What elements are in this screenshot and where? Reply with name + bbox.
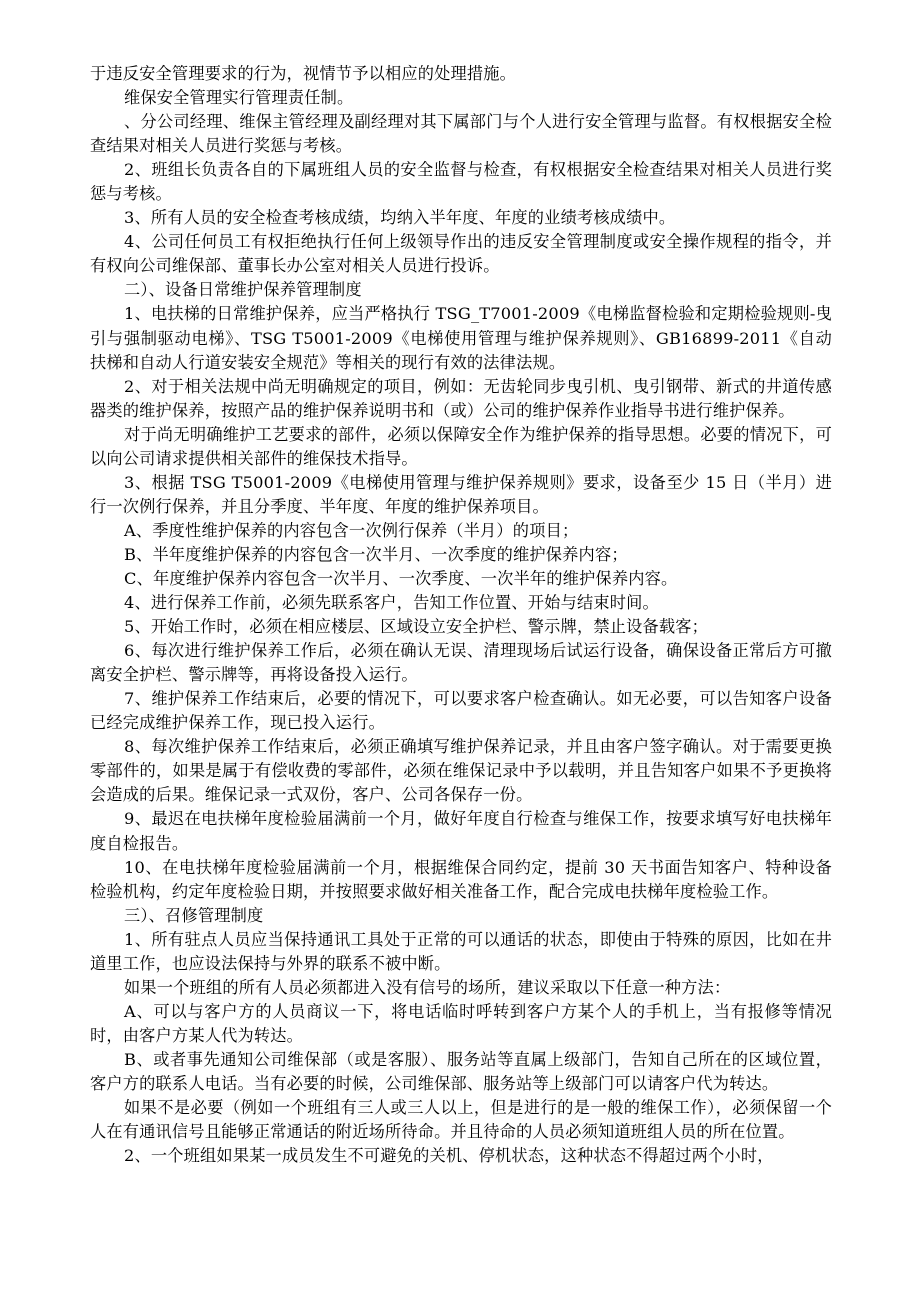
document-paragraph: 如果一个班组的所有人员必须都进入没有信号的场所，建议采取以下任意一种方法： [124, 977, 731, 997]
document-paragraph: 、分公司经理、维保主管经理及副经理对其下属部门与个人进行安全管理与监督。有权根据安全检查结果对相关人员进行奖惩与考核。 [90, 112, 832, 156]
document-paragraph: 2、一个班组如果某一成员发生不可避免的关机、停机状态，这种状态不得超过两个小时， [124, 1146, 774, 1166]
document-paragraph: 7、维护保养工作结束后，必要的情况下，可以要求客户检查确认。如无必要，可以告知客户设备已经完成维护保养工作，现已投入运行。 [90, 689, 832, 733]
document-paragraph: 2、对于相关法规中尚无明确规定的项目，例如：无齿轮同步曳引机、曳引钢带、新式的井道传感器类的维护保养，按照产品的维护保养说明书和（或）公司的维护保养作业指导书进行维护保养。 [90, 376, 832, 420]
document-paragraph: 3、根据 TSG T5001-2009《电梯使用管理与维护保养规则》要求，设备至少 15 日（半月）进行一次例行保养，并且分季度、半年度、年度的维护保养项目。 [90, 472, 832, 516]
document-paragraph: 于违反安全管理要求的行为，视情节予以相应的处理措施。 [90, 64, 517, 83]
document-paragraph: 8、每次维护保养工作结束后，必须正确填写维护保养记录，并且由客户签字确认。对于需要更换零部件的，如果是属于有偿收费的零部件，必须在维保记录中予以载明，并且告知客户如果不予更换将会造成的后果。维保记录一式双份，客户、公司各保存一份。 [90, 737, 832, 805]
document-paragraph: A、可以与客户方的人员商议一下，将电话临时呼转到客户方某个人的手机上，当有报修等情况时，由客户方某人代为转达。 [90, 1001, 832, 1045]
document-body [90, 62, 832, 1168]
document-paragraph: 5、开始工作时，必须在相应楼层、区域设立安全护栏、警示牌，禁止设备载客； [124, 617, 709, 637]
document-paragraph: B、半年度维护保养的内容包含一次半月、一次季度的维护保养内容； [124, 544, 628, 564]
document-paragraph: 维保安全管理实行管理责任制。 [124, 88, 354, 108]
document-paragraph: A、季度性维护保养的内容包含一次例行保养（半月）的项目； [124, 520, 579, 540]
document-paragraph: 2、班组长负责各自的下属班组人员的安全监督与检查，有权根据安全检查结果对相关人员进行奖惩与考核。 [90, 160, 832, 204]
document-paragraph: 三）、召修管理制度 [124, 905, 264, 925]
document-paragraph: 4、公司任何员工有权拒绝执行任何上级领导作出的违反安全管理制度或安全操作规程的指令，并有权向公司维保部、董事长办公室对相关人员进行投诉。 [90, 232, 832, 276]
document-paragraph: 10、在电扶梯年度检验届满前一个月，根据维保合同约定，提前 30 天书面告知客户、特种设备检验机构，约定年度检验日期，并按照要求做好相关准备工作，配合完成电扶梯年度检验工作。 [90, 857, 832, 901]
document-paragraph: 3、所有人员的安全检查考核成绩，均纳入半年度、年度的业绩考核成绩中。 [124, 208, 676, 228]
document-paragraph: 如果不是必要（例如一个班组有三人或三人以上，但是进行的是一般的维保工作），必须保留一个人在有通讯信号且能够正常通话的附近场所待命。并且待命的人员必须知道班组人员的所在位置。 [90, 1098, 832, 1142]
document-paragraph: B、或者事先通知公司维保部（或是客服）、服务站等直属上级部门，告知自己所在的区域位置，客户方的联系人电话。当有必要的时候，公司维保部、服务站等上级部门可以请客户代为转达。 [90, 1049, 832, 1093]
document-paragraph: 二）、设备日常维护保养管理制度 [124, 280, 362, 300]
document-paragraph: C、年度维护保养内容包含一次半月、一次季度、一次半年的维护保养内容。 [124, 568, 678, 588]
document-paragraph: 9、最迟在电扶梯年度检验届满前一个月，做好年度自行检查与维保工作，按要求填写好电扶梯年度自检报告。 [90, 809, 832, 853]
document-paragraph: 1、电扶梯的日常维护保养，应当严格执行 TSG_T7001-2009《电梯监督检验和定期检验规则-曳引与强制驱动电梯》、TSG T5001-2009《电梯使用管理与维护保养规则》、GB16899-2011《自动扶梯和自动人行道安装安全规范》等相关的现行有效的法律法规。 [90, 304, 832, 372]
document-paragraph: 4、进行保养工作前，必须先联系客户，告知工作位置、开始与结束时间。 [124, 593, 659, 613]
document-paragraph: 1、所有驻点人员应当保持通讯工具处于正常的可以通话的状态，即使由于特殊的原因，比如在井道里工作，也应设法保持与外界的联系不被中断。 [90, 929, 832, 973]
document-paragraph: 6、每次进行维护保养工作后，必须在确认无误、清理现场后试运行设备，确保设备正常后方可撤离安全护栏、警示牌等，再将设备投入运行。 [90, 641, 832, 685]
document-paragraph: 对于尚无明确维护工艺要求的部件，必须以保障安全作为维护保养的指导思想。必要的情况下，可以向公司请求提供相关部件的维保技术指导。 [90, 424, 832, 468]
